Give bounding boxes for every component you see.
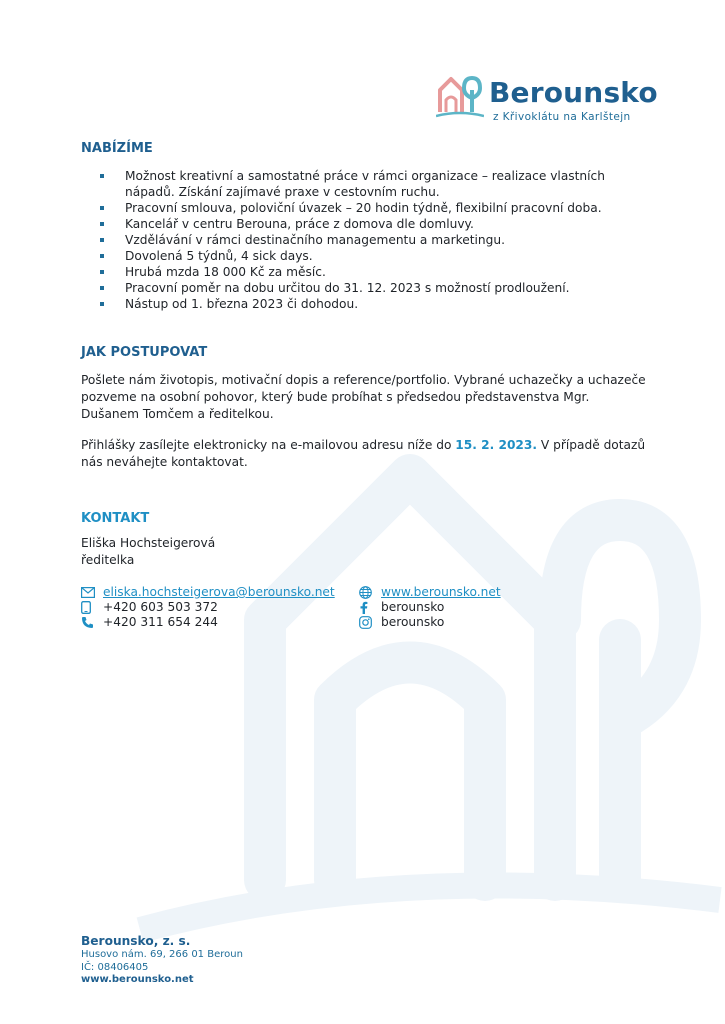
phone-number: +420 311 654 244: [103, 615, 218, 629]
list-item: Pracovní poměr na dobu určitou do 31. 12. 2023 s možností prodloužení.: [97, 280, 617, 296]
list-item: Pracovní smlouva, poloviční úvazek – 20 hodin týdně, flexibilní pracovní doba.: [97, 200, 617, 216]
contact-role: ředitelka: [81, 553, 135, 567]
mobile-phone-icon: [81, 601, 103, 614]
footer-org-name: Berounsko, z. s.: [81, 934, 191, 948]
list-item: Kancelář v centru Berouna, práce z domova dle domluvy.: [97, 216, 617, 232]
globe-icon: [359, 586, 381, 599]
brand-name: Berounsko: [489, 76, 658, 109]
telephone-icon: [81, 616, 103, 629]
email-link[interactable]: eliska.hochsteigerova@berounsko.net: [103, 585, 335, 599]
offer-list: [97, 168, 617, 312]
deadline-text-before: Přihlášky zasílejte elektronicky na e-mailovou adresu níže do: [81, 438, 456, 452]
facebook-handle[interactable]: berounsko: [381, 600, 445, 614]
deadline-date: 15. 2. 2023.: [455, 438, 538, 452]
instagram-handle[interactable]: berounsko: [381, 615, 445, 629]
offer-heading: NABÍZÍME: [81, 141, 153, 156]
list-item: Hrubá mzda 18 000 Kč za měsíc.: [97, 264, 617, 280]
contact-email-row: [81, 584, 335, 600]
contact-heading: KONTAKT: [81, 511, 150, 526]
deadline-paragraph: [81, 437, 651, 471]
list-item: Možnost kreativní a samostatné práce v rámci organizace – realizace vlastních nápadů. Získání zajímavé praxe v cestovním ruchu.: [97, 168, 617, 200]
brand-tagline: z Křivoklátu na Karlštejn: [493, 111, 631, 123]
list-item: Dovolená 5 týdnů, 4 sick days.: [97, 248, 617, 264]
contact-mobile-row: [81, 599, 218, 615]
contact-name: Eliška Hochsteigerová: [81, 536, 216, 550]
footer-address: Husovo nám. 69, 266 01 Beroun: [81, 949, 243, 960]
website-link[interactable]: www.berounsko.net: [381, 585, 501, 599]
instagram-icon: [359, 616, 381, 629]
logo-house-tree-icon: [436, 68, 484, 118]
mobile-number: +420 603 503 372: [103, 600, 218, 614]
mail-icon: [81, 587, 103, 598]
process-heading: JAK POSTUPOVAT: [81, 345, 208, 360]
facebook-icon: [359, 601, 381, 614]
brand-logo: [436, 68, 661, 130]
deadline-text-after: V případě dotazů nás neváhejte kontaktovat.: [81, 438, 646, 469]
list-item: Vzdělávání v rámci destinačního managementu a marketingu.: [97, 232, 617, 248]
contact-person: [81, 535, 215, 569]
footer-ico: IČ: 08406405: [81, 961, 149, 973]
contact-website-row: [359, 584, 501, 600]
footer-website[interactable]: www.berounsko.net: [81, 974, 194, 985]
process-paragraph: Pošlete nám životopis, motivační dopis a reference/portfolio. Vybrané uchazečky a uchazeče pozveme na osobní pohovor, který bude probíhat s předsedou představenstva Mgr. Dušanem Tomčem a ředitelkou.: [81, 373, 646, 421]
list-item: Nástup od 1. března 2023 či dohodou.: [97, 296, 617, 312]
contact-phone-row: [81, 614, 218, 630]
footer: [81, 933, 243, 987]
contact-facebook-row: [359, 599, 444, 615]
contact-instagram-row: [359, 614, 444, 630]
